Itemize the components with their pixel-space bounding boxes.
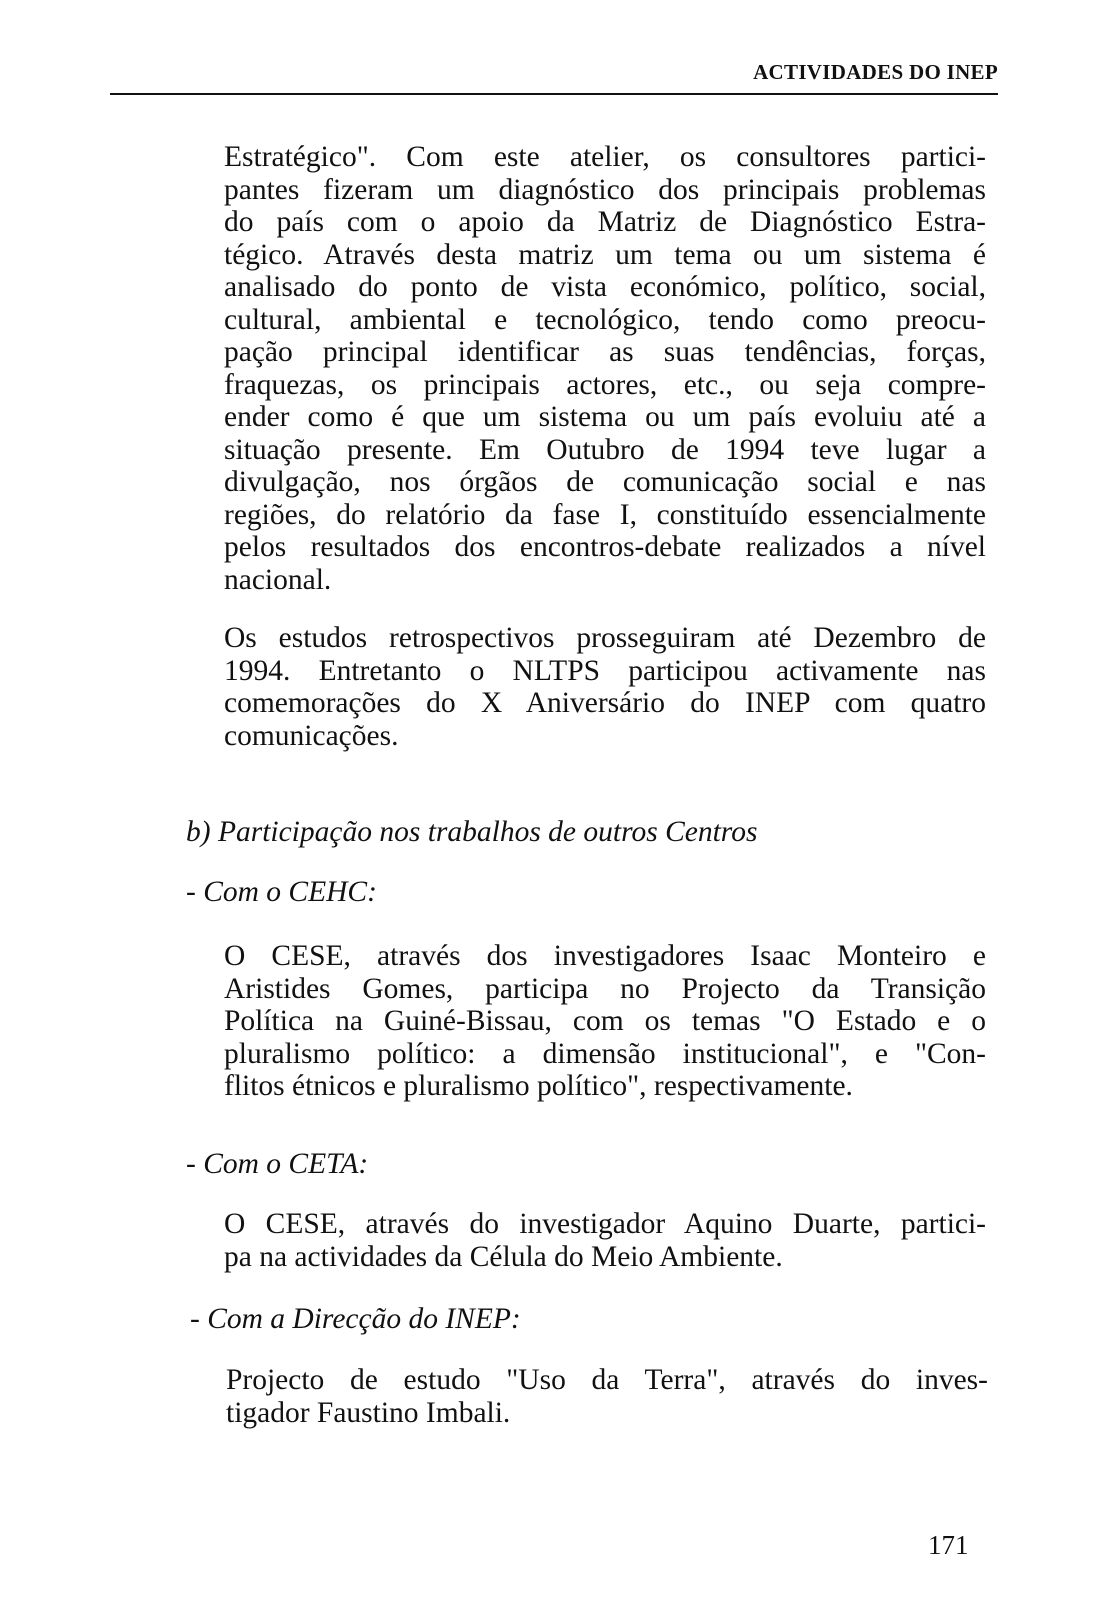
text-line: cultural, ambiental e tecnológico, tendo como preocu-: [224, 303, 986, 336]
paragraph-retrospective-studies: [224, 622, 986, 752]
page-number: 171: [928, 1530, 969, 1560]
paragraph-strategic-diagnosis: [224, 141, 986, 596]
subheading-direccao: - Com a Direcção do INEP:: [190, 1303, 521, 1335]
paragraph-ceta: [224, 1208, 986, 1273]
text-line: do país com o apoio da Matriz de Diagnóstico Estra-: [224, 206, 986, 238]
text-line: 1994. Entretanto o NLTPS participou activamente nas: [224, 654, 986, 687]
text-line: tigador Faustino Imbali.: [226, 1396, 511, 1429]
text-line: divulgação, nos órgãos de comunicação social e nas: [224, 466, 986, 498]
paragraph-cehc: [224, 940, 986, 1103]
text-line: Os estudos retrospectivos prosseguiram até Dezembro de: [224, 622, 986, 654]
paragraph-direccao: [226, 1364, 988, 1429]
subheading-ceta: - Com o CETA:: [186, 1148, 369, 1180]
text-line: Estratégico". Com este atelier, os consultores partici-: [224, 141, 986, 173]
text-line: fraquezas, os principais actores, etc., ou seja compre-: [224, 368, 986, 401]
text-line: pluralismo político: a dimensão institucional", e "Con-: [224, 1037, 986, 1070]
text-line: ender como é que um sistema ou um país evoluiu até a: [224, 401, 986, 433]
text-line: tégico. Através desta matriz um tema ou um sistema é: [224, 238, 986, 271]
text-line: O CESE, através dos investigadores Isaac Monteiro e: [224, 940, 986, 972]
text-line: pação principal identificar as suas tendências, forças,: [224, 336, 986, 368]
subheading-cehc: - Com o CEHC:: [186, 876, 377, 908]
running-header: [110, 60, 998, 95]
text-line: regiões, do relatório da fase I, constituído essencialmente: [224, 498, 986, 531]
text-line: comunicações.: [224, 719, 399, 752]
text-line: Aristides Gomes, participa no Projecto da Transição: [224, 972, 986, 1005]
text-line: pa na actividades da Célula do Meio Ambiente.: [224, 1240, 783, 1273]
text-line: pantes fizeram um diagnóstico dos principais problemas: [224, 173, 986, 206]
text-line: O CESE, através do investigador Aquino Duarte, partici-: [224, 1208, 986, 1240]
section-heading-b: b) Participação nos trabalhos de outros Centros: [186, 816, 758, 848]
running-title: ACTIVIDADES DO INEP: [753, 60, 998, 84]
text-line: Política na Guiné-Bissau, com os temas "O Estado e o: [224, 1005, 986, 1037]
text-line: Projecto de estudo "Uso da Terra", através do inves-: [226, 1364, 988, 1396]
text-line: pelos resultados dos encontros-debate realizados a nível: [224, 531, 986, 563]
text-line: comemorações do X Aniversário do INEP com quatro: [224, 687, 986, 719]
text-line: analisado do ponto de vista económico, político, social,: [224, 271, 986, 303]
text-line: situação presente. Em Outubro de 1994 teve lugar a: [224, 433, 986, 466]
text-line: flitos étnicos e pluralismo político", respectivamente.: [224, 1070, 853, 1102]
text-line: nacional.: [224, 563, 332, 596]
